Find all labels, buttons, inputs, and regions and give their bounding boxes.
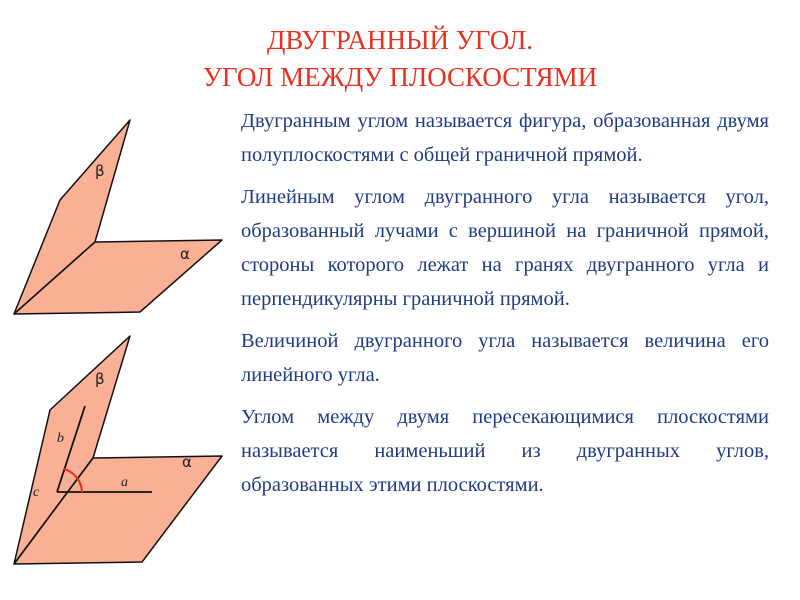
title-line-1: ДВУГРАННЫЙ УГОЛ. [266, 25, 534, 55]
definitions-text [241, 104, 769, 510]
definition-angle-between-planes: Углом между двумя пересекающимися плоскостями называется наименьший из двугранных углов, образованных этими плоскостями. [241, 406, 769, 496]
label-alpha-2: α [182, 453, 192, 471]
linear-angle-figure [0, 0, 240, 600]
label-b: b [57, 431, 64, 446]
definition-dihedral-angle: Двугранным углом называется фигура, образованная двумя полуплоскостями с общей граничной прямой. [241, 110, 769, 166]
label-beta-2: β [95, 370, 105, 388]
definition-angle-measure: Величиной двугранного угла называется величина его линейного угла. [241, 330, 769, 386]
label-a: a [121, 475, 128, 490]
label-alpha: α [180, 245, 190, 263]
definition-linear-angle: Линейным углом двугранного угла называется угол, образованный лучами с вершиной на граничной прямой, стороны которого лежат на гранях двугранного угла и перпендикулярны граничной прямой. [241, 186, 769, 310]
title-line-2: УГОЛ МЕЖДУ ПЛОСКОСТЯМИ [202, 62, 598, 92]
label-c: c [33, 485, 40, 500]
label-beta: β [95, 162, 105, 180]
